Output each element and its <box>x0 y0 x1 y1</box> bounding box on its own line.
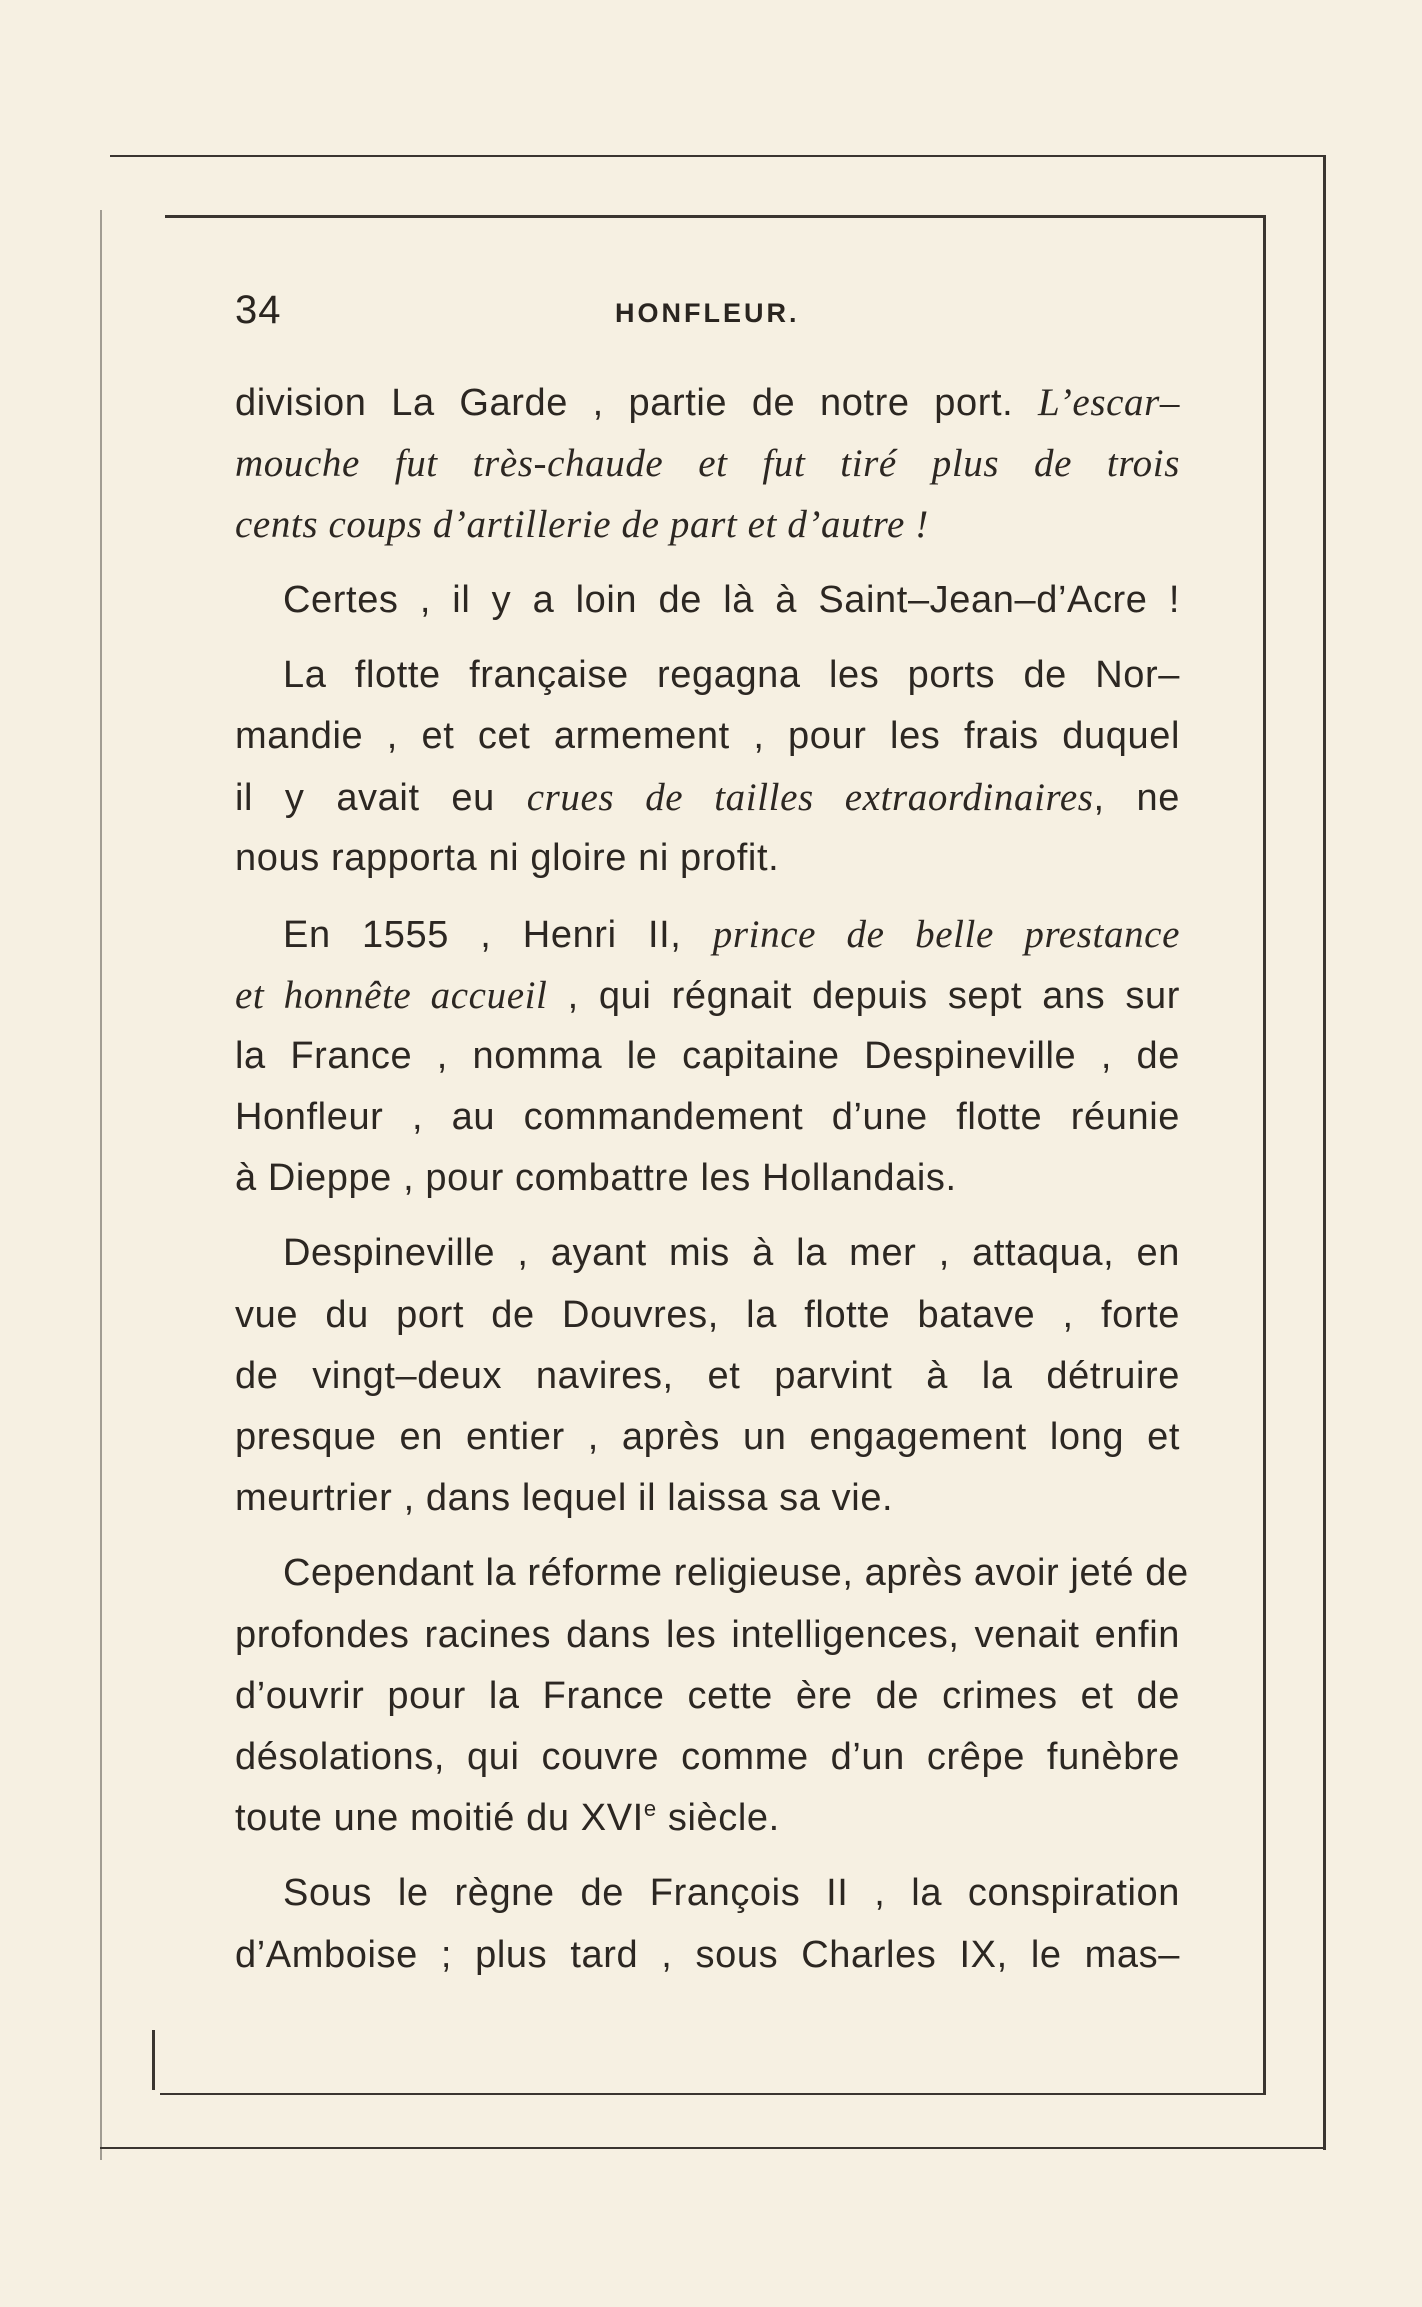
text-line: toute une moitié du XVIe siècle. <box>235 1796 780 1840</box>
page-number: 34 <box>235 288 282 332</box>
outer-top-rule <box>110 155 1325 157</box>
text-line: d’Amboise ; plus tard , sous Charles IX, le mas– <box>235 1933 1180 1976</box>
text-line: la France , nomma le capitaine Despineville , de <box>235 1034 1180 1077</box>
text-line: Cependant la réforme religieuse, après avoir jeté de <box>283 1552 1189 1595</box>
inner-top-rule <box>165 215 1265 218</box>
text-line: Despineville , ayant mis à la mer , attaqua, en <box>283 1232 1180 1275</box>
text-line: presque en entier , après un engagement long et <box>235 1416 1180 1458</box>
text-line: profondes racines dans les intelligences, venait enfin <box>235 1613 1180 1656</box>
text-line: d’ouvrir pour la France cette ère de crimes et de <box>235 1674 1180 1717</box>
body-text <box>235 372 1189 1986</box>
running-head: HONFLEUR. <box>615 298 800 328</box>
text-line: à Dieppe , pour combattre les Hollandais. <box>235 1157 957 1200</box>
text-line: il y avait eu crues de tailles extraordinaires, ne <box>235 776 1180 820</box>
inner-right-rule <box>1263 215 1266 2095</box>
inner-bottom-rule <box>160 2093 1265 2095</box>
left-bottom-tick <box>152 2030 155 2090</box>
text-line: Sous le règne de François II , la conspiration <box>283 1872 1180 1915</box>
text-line: de vingt–deux navires, et parvint à la détruire <box>235 1354 1180 1397</box>
left-margin-rule <box>100 210 102 2160</box>
text-line: vue du port de Douvres, la flotte batave , forte <box>235 1293 1180 1336</box>
text-line: division La Garde , partie de notre port. L’escar– <box>235 381 1180 424</box>
text-line: En 1555 , Henri II, prince de belle prestance <box>283 912 1180 956</box>
text-line: et honnête accueil , qui régnait depuis sept ans sur <box>235 973 1180 1017</box>
text-line: cents coups d’artillerie de part et d’autre ! <box>235 503 929 547</box>
text-line: Honfleur , au commandement d’une flotte réunie <box>235 1096 1180 1139</box>
outer-bottom-rule <box>100 2147 1325 2149</box>
text-line: nous rapporta ni gloire ni profit. <box>235 837 780 880</box>
text-line: La flotte française regagna les ports de Nor– <box>283 653 1180 696</box>
text-line: mouche fut très-chaude et fut tiré plus de trois <box>235 442 1180 486</box>
outer-right-rule <box>1323 155 1326 2150</box>
text-line: meurtrier , dans lequel il laissa sa vie. <box>235 1477 894 1520</box>
page-header <box>235 288 1205 348</box>
text-line: Certes , il y a loin de là à Saint–Jean–d’Acre ! <box>283 578 1180 621</box>
text-line: désolations, qui couvre comme d’un crêpe funèbre <box>235 1735 1180 1778</box>
text-line: mandie , et cet armement , pour les frais duquel <box>235 714 1180 757</box>
